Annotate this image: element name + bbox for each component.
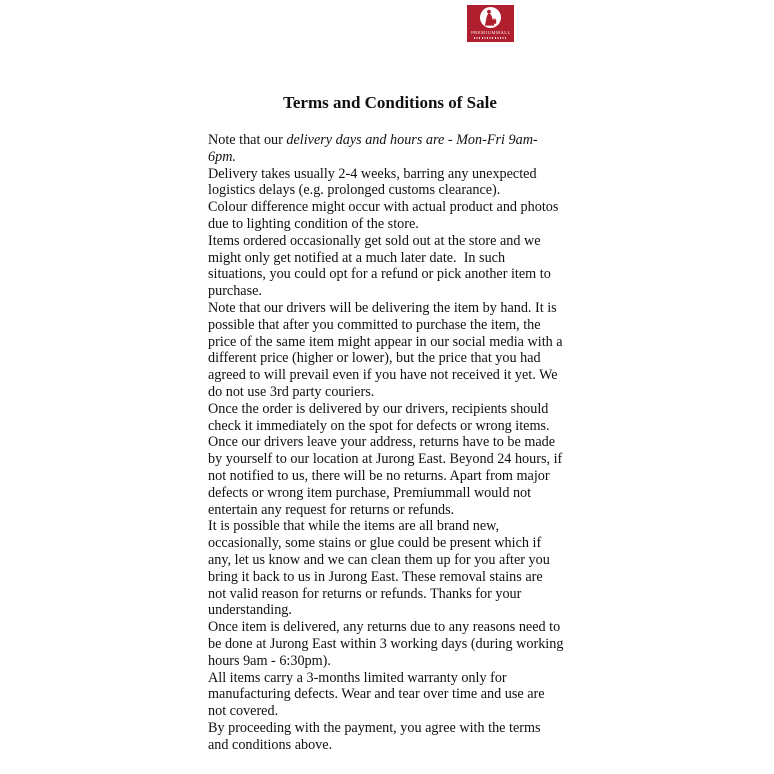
terms-line: It is possible that while the items are all brand new, [208, 518, 500, 535]
terms-line: different price (higher or lower), but the price that you had [208, 350, 541, 367]
terms-line: Once the order is delivered by our drivers, recipients should [208, 400, 549, 417]
terms-line: occasionally, some stains or glue could be present which if [208, 535, 542, 552]
terms-line: agreed to will prevail even if you have not received it yet. We [208, 367, 558, 384]
terms-line: possible that after you committed to purchase the item, the [208, 316, 541, 333]
terms-line: not valid reason for returns or refunds. Thanks for your [208, 585, 522, 602]
terms-line: 6pm. [208, 148, 236, 165]
terms-line: logistics delays (e.g. prolonged customs clearance). [208, 182, 501, 199]
terms-line: Note that our drivers will be delivering the item by hand. It is [208, 299, 557, 316]
terms-line: Colour difference might occur with actual product and photos [208, 199, 559, 216]
terms-line: check it immediately on the spot for defects or wrong items. [208, 417, 550, 434]
terms-line: Note that our delivery days and hours are - Mon-Fri 9am- [208, 132, 538, 148]
terms-line: not covered. [208, 703, 279, 720]
terms-line: situations, you could opt for a refund or pick another item to [208, 266, 551, 283]
terms-line: understanding. [208, 602, 292, 619]
terms-line: due to lighting condition of the store. [208, 215, 419, 232]
terms-content [208, 132, 580, 753]
terms-line: not notified to us, there will be no returns. Apart from major [208, 467, 550, 484]
terms-line: All items carry a 3-months limited warranty only for [208, 669, 507, 686]
terms-line: purchase. [208, 283, 262, 300]
terms-line: Items ordered occasionally get sold out at the store and we [208, 232, 541, 249]
terms-line: bring it back to us in Jurong East. These removal stains are [208, 568, 543, 585]
brand-logo [467, 5, 514, 42]
terms-line: do not use 3rd party couriers. [208, 383, 375, 400]
terms-line: any, let us know and we can clean them up for you after you [208, 551, 550, 568]
terms-line: price of the same item might appear in our social media with a [208, 333, 563, 350]
terms-line: hours 9am - 6:30pm). [208, 652, 331, 669]
terms-line: and conditions above. [208, 736, 333, 753]
terms-line: entertain any request for returns or refunds. [208, 501, 455, 518]
terms-line: be done at Jurong East within 3 working days (during working [208, 635, 564, 652]
terms-line: manufacturing defects. Wear and tear over time and use are [208, 686, 545, 703]
logo-brand-text: PREMIUMMALL [470, 30, 511, 35]
terms-line: Once item is delivered, any returns due to any reasons need to [208, 619, 561, 636]
terms-line: by yourself to our location at Jurong East. Beyond 24 hours, if [208, 451, 563, 468]
page-title: Terms and Conditions of Sale [283, 93, 497, 112]
terms-line: By proceeding with the payment, you agree with the terms [208, 719, 541, 736]
terms-line: Delivery takes usually 2-4 weeks, barring any unexpected [208, 165, 537, 182]
terms-line: might only get notified at a much later date. In such [208, 249, 506, 266]
logo-tagline [474, 37, 508, 39]
terms-line: defects or wrong item purchase, Premiummall would not [208, 484, 532, 501]
terms-line: Once our drivers leave your address, returns have to be made [208, 434, 556, 451]
